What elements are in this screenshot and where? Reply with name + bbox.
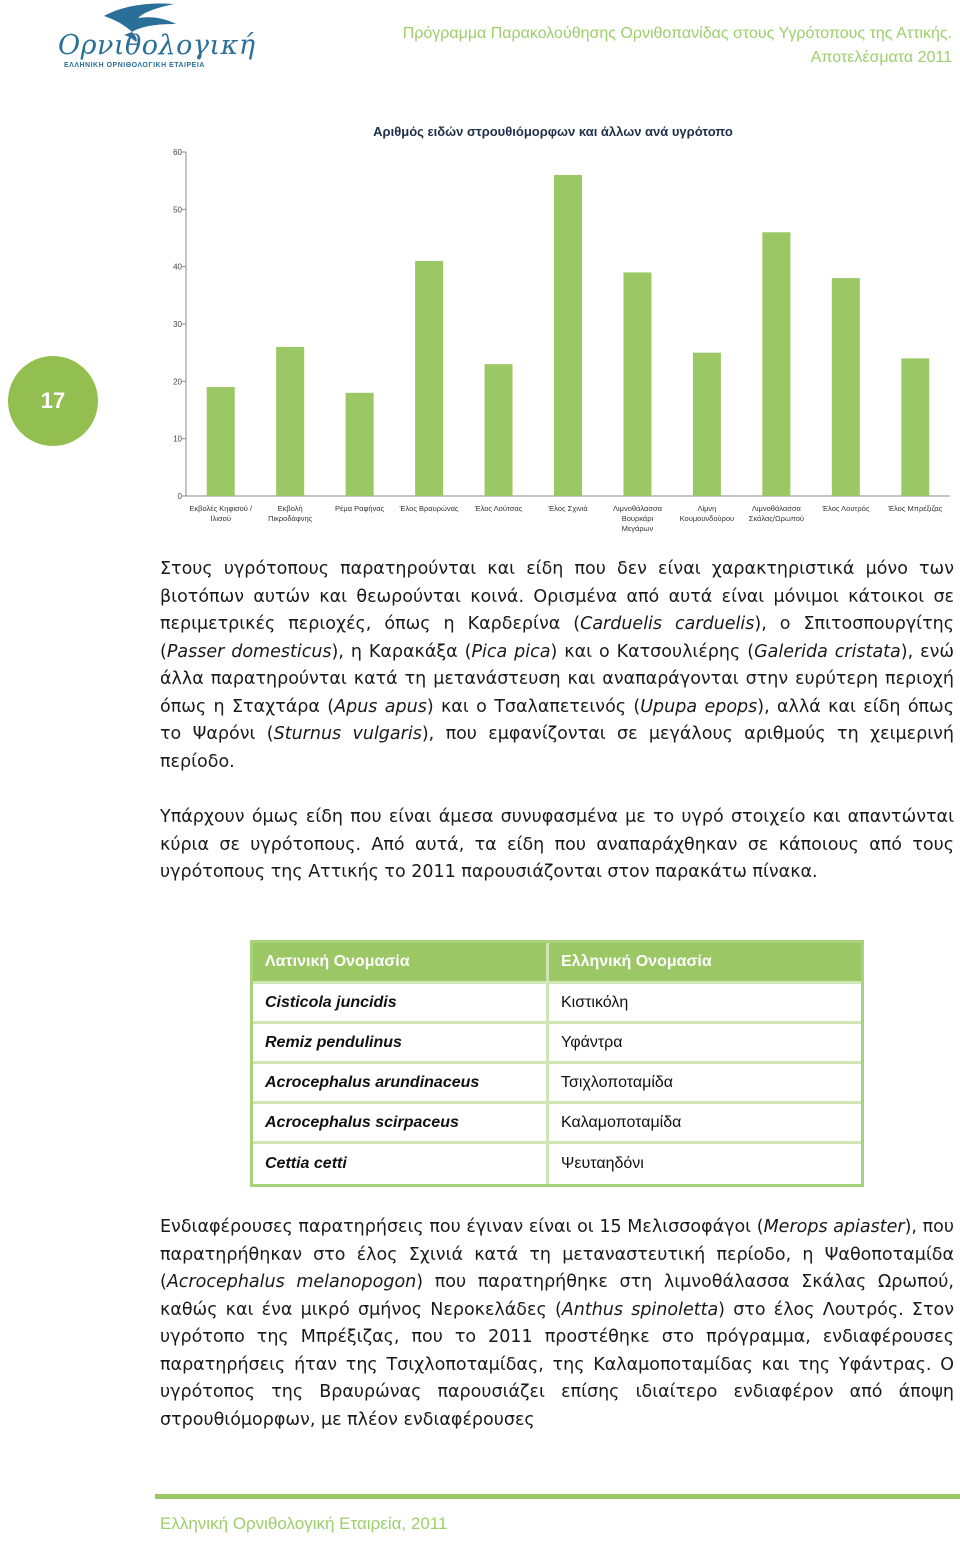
y-tick-label: 60 [173,148,182,157]
latin-name-cell: Cettia cetti [253,1144,549,1184]
breeding-species-table [250,940,864,1187]
species-name: Acrocephalus melanopogon [166,1272,417,1292]
x-tick-label: Εκβολές Κηφισού / [189,504,253,513]
y-tick-label: 30 [173,320,182,329]
x-tick-label: Έλος Βραυρώνας [399,504,459,513]
species-name: Apus apus [334,696,427,717]
latin-name-cell: Remiz pendulinus [253,1024,549,1064]
logo [52,2,256,72]
x-tick-label: Σκάλας/Ωρωπού [748,514,804,523]
x-tick-label: Έλος Σχινιά [548,504,588,513]
bar [276,347,304,496]
x-tick-label: Λιμνοθάλασσα [612,504,662,513]
logo-wordmark: Ορνιθολογική [58,30,256,61]
bar [832,278,860,496]
page-number-badge [8,356,98,446]
bar [901,358,929,496]
footer-text: Ελληνική Ορνιθολογική Εταιρεία, 2011 [160,1514,448,1533]
column-header-latin: Λατινική Ονομασία [253,943,549,984]
logo-tagline: ΕΛΛΗΝΙΚΗ ΟΡΝΙΘΟΛΟΓΙΚΗ ΕΤΑΙΡΕΙΑ [64,62,205,69]
species-name: Sturnus vulgaris [273,724,422,744]
table-row [253,1144,861,1184]
latin-name-cell: Cisticola juncidis [253,984,549,1024]
y-tick-label: 10 [173,434,182,444]
x-tick-label: Έλος Μπρέξιζας [888,504,943,513]
x-tick-label: Μεγάρων [621,524,654,533]
header-line-1: Πρόγραμμα Παρακολούθησης Ορνιθοπανίδας στους Υγρότοπους της Αττικής. [402,25,952,42]
table-row [253,1024,861,1064]
table-row [253,1064,861,1104]
x-tick-label: Βουρκάρι [621,514,654,523]
y-tick-label: 0 [177,492,182,501]
bar [762,232,790,496]
species-name: Pica pica [471,641,551,662]
y-tick-label: 50 [173,205,182,215]
y-tick-label: 20 [173,377,182,387]
table-header-row [253,943,861,984]
species-name: Galerida cristata [754,641,901,662]
bar [623,272,651,496]
x-tick-label: Έλος Λουτρός [822,504,870,513]
x-tick-label: Ιλισού [210,514,231,523]
x-tick-label: Λιμνοθάλασσα [751,504,801,513]
x-tick-label: Εκβολή [277,504,303,513]
species-name: Upupa epops [640,696,758,717]
page-number: 17 [40,388,66,413]
paragraph-observations: Ενδιαφέρουσες παρατηρήσεις που έγιναν είναι οι 15 Μελισσοφάγοι (Merops apiaster), που παρατηρήθηκαν στο έλος Σχινιά κατά τη μεταναστευτική περίοδο, η Ψαθοποταμίδα (Acrocephalus melanopogon) που παρατηρήθηκε στη λιμνοθάλασσα Σκάλας Ωρωπού, καθώς και ένα μικρό σμήνος Νεροκελάδες (Anthus spinoletta) στο έλος Λουτρός. Στον υγρότοπο της Μπρέξιζας, που το 2011 προστέθηκε στο πρόγραμμα, ενδιαφέρουσες παρατηρήσεις ήταν της Τσιχλοποταμίδας, της Καλαμοποταμίδας και της Υφάντρας. Ο υγρότοπος της Βραυρώνας παρουσιάζει επίσης ιδιαίτερο ενδιαφέρον από άποψη στρουθιόμορφων, με πλέον ενδιαφέρουσες [160,1217,955,1430]
bar [485,364,513,496]
x-tick-label: Κουμουνδούρου [679,514,735,523]
running-header [312,22,952,70]
x-tick-label: Έλος Λούτσας [474,504,523,513]
bar [346,393,374,496]
table-row [253,1104,861,1144]
latin-name-cell: Acrocephalus scirpaceus [253,1104,549,1144]
chart-svg [160,118,960,548]
y-tick-label: 40 [173,262,182,272]
species-name: Anthus spinoletta [561,1299,719,1320]
chart-title: Αριθμός ειδών στρουθιόμορφων και άλλων ανά υγρότοπο [373,124,733,139]
column-header-greek: Ελληνική Ονομασία [549,943,861,984]
paragraph-common-species: Στους υγρότοπους παρατηρούνται και είδη που δεν είναι χαρακτηριστικά μόνο των βιοτόπων αυτών και θεωρούνται κοινά. Ορισμένα από αυτά είναι μόνιμοι κάτοικοι σε περιμετρικές περιοχές, όπως η Καρδερίνα (Carduelis carduelis), ο Σπιτοσπουργίτης (Passer domesticus), η Καρακάξα (Pica pica) και ο Κατσουλιέρης (Galerida cristata), ενώ άλλα παρατηρούνται κατά τη μετανάστευση και αναπαράγονται στην ευρύτερη περιοχή όπως η Σταχτάρα (Apus apus) και ο Τσαλαπετεινός (Upupa epops), αλλά και είδη όπως το Ψαρόνι (Sturnus vulgaris), που εμφανίζονται σε μεγάλους αριθμούς τη χειμερινή περίοδο. [160,559,954,772]
bar [415,261,443,496]
x-tick-label: Ρέμα Ραφήνας [335,504,385,513]
x-tick-label: Πικροδάφνης [268,514,313,523]
header-line-2: Αποτελέσματα 2011 [810,49,952,66]
species-bar-chart [160,118,960,548]
greek-name-cell: Υφάντρα [549,1024,861,1064]
greek-name-cell: Κιστικόλη [549,984,861,1024]
bar [207,387,235,496]
greek-name-cell: Τσιχλοποταμίδα [549,1064,861,1104]
x-tick-label: Λίμνη [697,504,717,513]
species-name: Carduelis carduelis [580,614,755,634]
species-name: Passer domesticus [166,641,332,662]
paragraph-wetland-species: Υπάρχουν όμως είδη που είναι άμεσα συνυφασμένα με το υγρό στοιχείο και απαντώνται κύρια σε υγρότοπους. Από αυτά, τα είδη που αναπαράχθηκαν σε κάποιους από τους υγρότοπους της Αττικής το 2011 παρουσιάζονται στον παρακάτω πίνακα. [160,807,954,882]
bar [693,353,721,496]
table-row [253,984,861,1024]
greek-name-cell: Ψευταηδόνι [561,1155,644,1172]
greek-name-cell: Καλαμοποταμίδα [549,1104,861,1144]
latin-name-cell: Acrocephalus arundinaceus [253,1064,549,1104]
species-name: Merops apiaster [763,1217,905,1237]
footer-rule [155,1494,960,1499]
bar [554,175,582,496]
